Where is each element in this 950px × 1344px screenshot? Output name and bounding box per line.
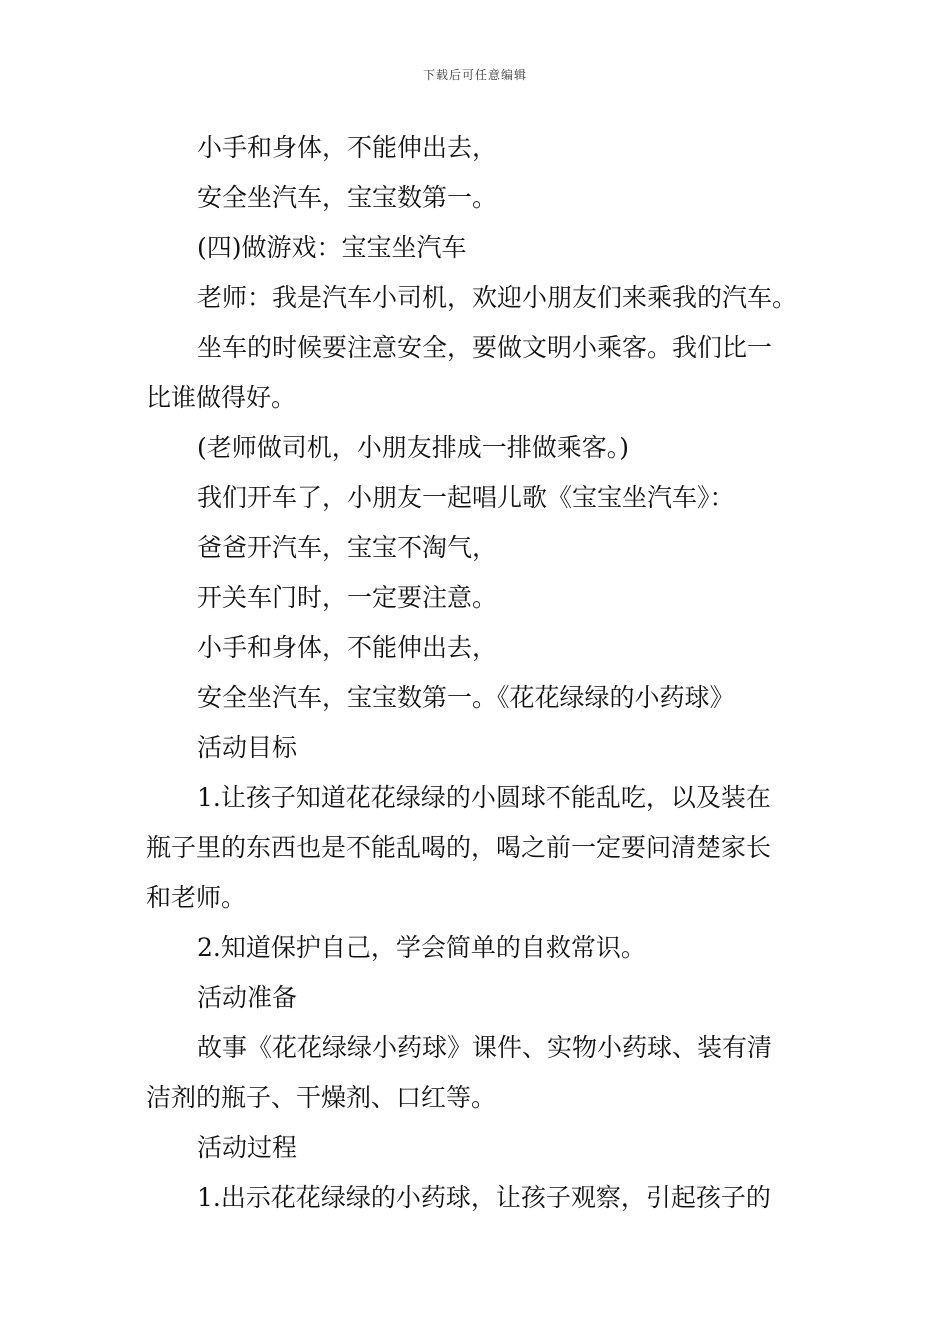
text-line: 1.让孩子知道花花绿绿的小圆球不能乱吃，以及装在 — [197, 783, 771, 812]
section-heading: (四)做游戏：宝宝坐汽车 — [197, 233, 467, 262]
text-line: 坐车的时候要注意安全，要做文明小乘客。我们比一 — [197, 333, 773, 362]
text-line: 安全坐汽车，宝宝数第一。《花花绿绿的小药球》 — [197, 683, 735, 712]
section-heading: 活动目标 — [197, 733, 298, 762]
page-header-note: 下载后可任意编辑 — [422, 68, 527, 82]
text-line: 老师：我是汽车小司机，欢迎小朋友们来乘我的汽车。 — [197, 283, 798, 312]
section-heading: 活动过程 — [197, 1133, 298, 1162]
text-line: 故事《花花绿绿小药球》课件、实物小药球、装有清 — [197, 1033, 773, 1062]
text-line: 比谁做得好。 — [146, 383, 297, 412]
text-line: 开关车门时，一定要注意。 — [197, 583, 498, 612]
text-line: 小手和身体，不能伸出去， — [197, 633, 498, 662]
text-line: 小手和身体，不能伸出去， — [197, 133, 498, 162]
document-body — [146, 123, 806, 1223]
text-line: 爸爸开汽车，宝宝不淘气， — [197, 533, 498, 562]
text-line: 和老师。 — [146, 883, 247, 912]
text-line: 瓶子里的东西也是不能乱喝的，喝之前一定要问清楚家长 — [146, 833, 772, 862]
text-line: 洁剂的瓶子、干燥剂、口红等。 — [146, 1083, 497, 1112]
text-line: (老师做司机，小朋友排成一排做乘客。) — [197, 433, 630, 462]
text-line: 2.知道保护自己，学会简单的自救常识。 — [197, 933, 646, 962]
text-line: 安全坐汽车，宝宝数第一。 — [197, 183, 498, 212]
text-line: 1.出示花花绿绿的小药球，让孩子观察，引起孩子的 — [197, 1183, 771, 1212]
section-heading: 活动准备 — [197, 983, 298, 1012]
text-line: 我们开车了，小朋友一起唱儿歌《宝宝坐汽车》： — [197, 483, 735, 512]
